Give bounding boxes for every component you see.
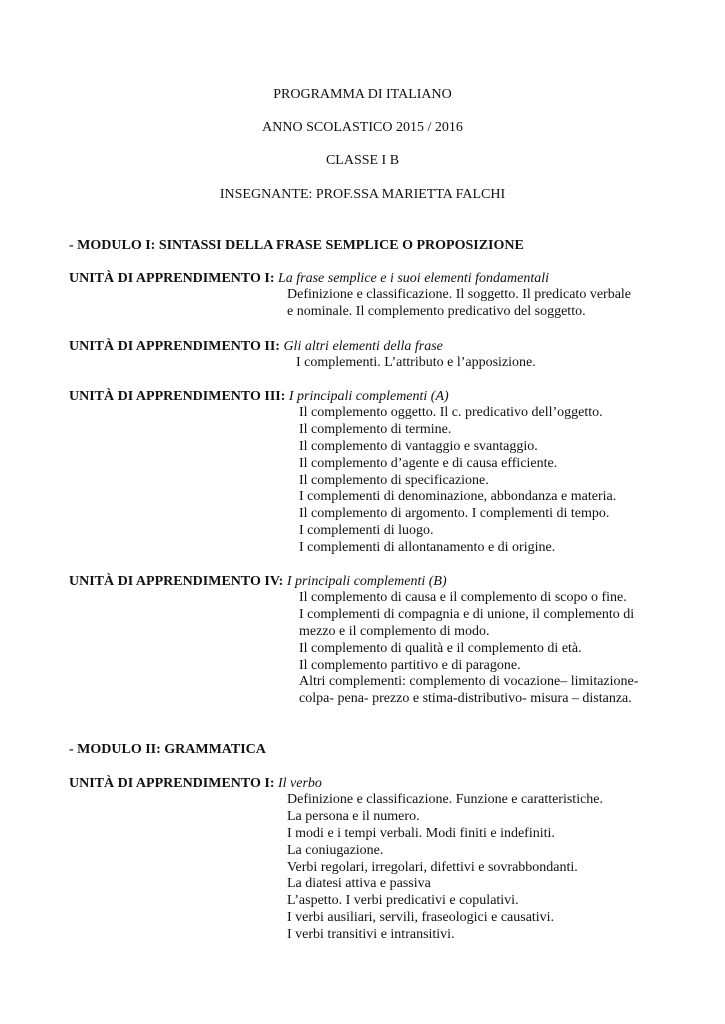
content-line: Il complemento di termine. bbox=[299, 421, 452, 437]
content-line: La diatesi attiva e passiva bbox=[287, 876, 431, 892]
unit-label: UNITÀ DI APPRENDIMENTO I: bbox=[69, 776, 275, 791]
module-1-unit-4-content bbox=[299, 590, 638, 708]
content-line: Il complemento di argomento. I complementi di tempo. bbox=[299, 506, 610, 522]
school-year: ANNO SCOLASTICO 2015 / 2016 bbox=[262, 120, 463, 135]
teacher-name: INSEGNANTE: PROF.SSA MARIETTA FALCHI bbox=[219, 187, 506, 202]
content-line: L’aspetto. I verbi predicativi e copulativi. bbox=[287, 893, 519, 909]
module-1-unit-2-content bbox=[296, 355, 536, 372]
content-line: Il complemento d’agente e di causa efficiente. bbox=[299, 455, 558, 471]
unit-title: I principali complementi (A) bbox=[288, 389, 449, 404]
content-line: mezzo e il complemento di modo. bbox=[299, 623, 490, 639]
module-1-unit-1-content bbox=[287, 287, 631, 321]
unit-label: UNITÀ DI APPRENDIMENTO IV: bbox=[69, 574, 284, 589]
content-line: I modi e i tempi verbali. Modi finiti e indefiniti. bbox=[287, 825, 555, 841]
module-1-title: - MODULO I: SINTASSI DELLA FRASE SEMPLICE O PROPOSIZIONE bbox=[69, 238, 524, 253]
content-line: La coniugazione. bbox=[287, 842, 384, 858]
unit-title: La frase semplice e i suoi elementi fondamentali bbox=[277, 271, 549, 286]
content-line: Verbi regolari, irregolari, difettivi e sovrabbondanti. bbox=[287, 859, 578, 875]
module-1-unit-1-heading bbox=[69, 270, 549, 287]
content-line: Il complemento di vantaggio e svantaggio. bbox=[299, 438, 538, 454]
module-2-unit-1-content bbox=[287, 792, 603, 944]
module-1-unit-2-heading bbox=[69, 338, 443, 355]
content-line: I complementi di allontanamento e di origine. bbox=[299, 540, 556, 556]
module-1-unit-3-content bbox=[299, 405, 616, 557]
module-2-title: - MODULO II: GRAMMATICA bbox=[69, 742, 266, 757]
content-line: Il complemento oggetto. Il c. predicativo dell’oggetto. bbox=[299, 405, 603, 420]
content-line: I verbi ausiliari, servili, fraseologici e causativi. bbox=[287, 910, 555, 926]
unit-title: Il verbo bbox=[277, 776, 322, 791]
content-line: I complementi di luogo. bbox=[299, 523, 434, 539]
unit-title: Gli altri elementi della frase bbox=[283, 339, 443, 354]
content-line: e nominale. Il complemento predicativo del soggetto. bbox=[287, 303, 586, 319]
module-1-unit-3-heading bbox=[69, 388, 449, 405]
content-line: colpa- pena- prezzo e stima-distributivo- misura – distanza. bbox=[299, 691, 632, 707]
content-line: Il complemento di specificazione. bbox=[299, 472, 489, 488]
unit-label: UNITÀ DI APPRENDIMENTO II: bbox=[69, 339, 280, 354]
content-line: Definizione e classificazione. Il soggetto. Il predicato verbale bbox=[287, 287, 632, 302]
content-line: I verbi transitivi e intransitivi. bbox=[287, 927, 455, 943]
module-1-unit-4-heading bbox=[69, 573, 447, 590]
content-line: La persona e il numero. bbox=[287, 808, 420, 824]
content-line: Definizione e classificazione. Funzione e caratteristiche. bbox=[287, 792, 604, 807]
content-line: Il complemento di causa e il complemento di scopo o fine. bbox=[299, 590, 627, 605]
content-line: I complementi di denominazione, abbondanza e materia. bbox=[299, 489, 617, 505]
unit-title: I principali complementi (B) bbox=[286, 574, 447, 589]
content-line: I complementi. L’attributo e l’apposizione. bbox=[296, 355, 536, 370]
program-title: PROGRAMMA DI ITALIANO bbox=[273, 87, 452, 102]
content-line: Il complemento di qualità e il complemento di età. bbox=[299, 640, 582, 656]
content-line: Altri complementi: complemento di vocazione– limitazione- bbox=[299, 674, 639, 690]
content-line: Il complemento partitivo e di paragone. bbox=[299, 657, 521, 673]
content-line: I complementi di compagnia e di unione, il complemento di bbox=[299, 606, 635, 622]
unit-label: UNITÀ DI APPRENDIMENTO III: bbox=[69, 389, 286, 404]
unit-label: UNITÀ DI APPRENDIMENTO I: bbox=[69, 271, 275, 286]
class-name: CLASSE I B bbox=[325, 153, 400, 168]
module-2-unit-1-heading bbox=[69, 775, 322, 792]
